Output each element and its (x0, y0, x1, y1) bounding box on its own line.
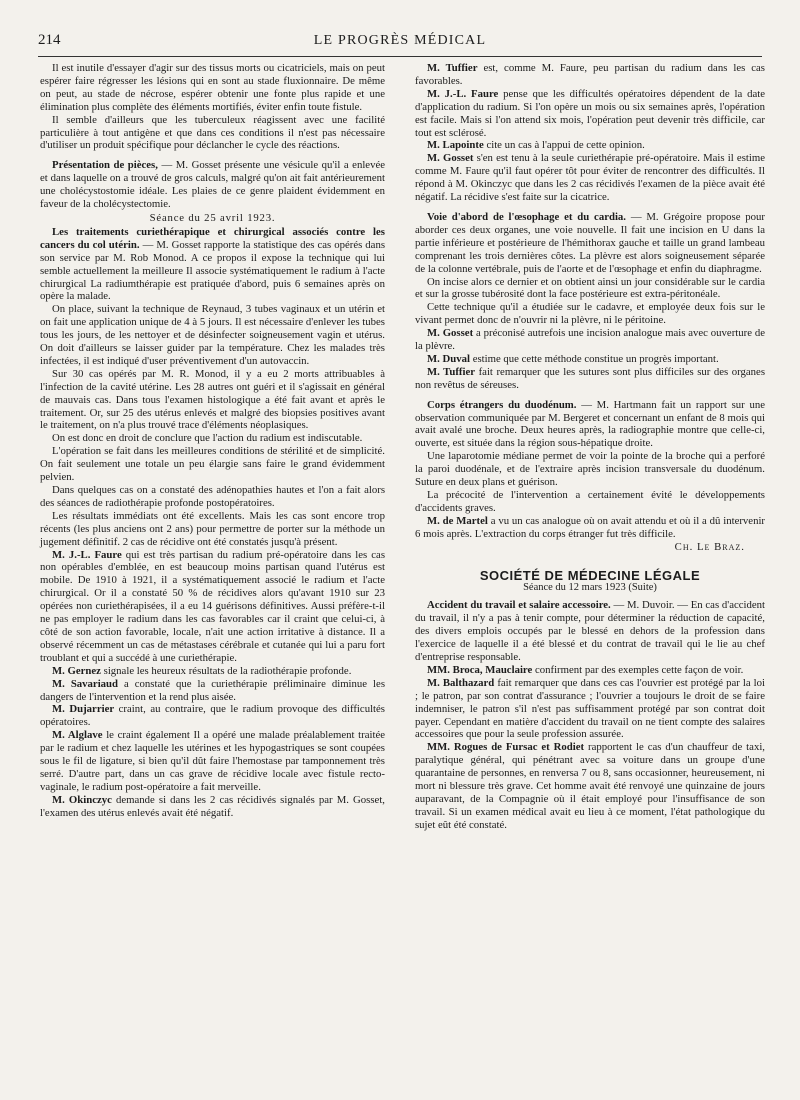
paragraph (415, 741, 765, 831)
section-heading: Présentation de pièces, (52, 159, 158, 172)
speaker-name: M. Lapointe (427, 139, 484, 152)
paragraph (415, 677, 765, 742)
paragraph (415, 139, 765, 152)
paragraph: L'opération se fait dans les meilleures conditions de stérilité et de simplicité. On fait seulement une totale un peu élargie sans faire le grand évidemment pelvien. (40, 445, 385, 484)
speaker-name: M. J.-L. Faure (52, 548, 122, 561)
author-signature: Ch. Le Braz. (674, 540, 745, 553)
speaker-name: M. Duval (427, 352, 470, 365)
header-rule (38, 56, 762, 57)
session-date: Séance du 25 avril 1923. (149, 211, 276, 224)
paragraph-text: a constaté que la curiethérapie préliminaire diminue les dangers de l'intervention et la rend plus aisée. (40, 677, 385, 703)
section-heading: Les traitements curiethérapique et chirurgical associés contre les cancers du col utérin. (40, 225, 385, 251)
right-column (415, 62, 765, 832)
paragraph (415, 327, 765, 353)
paragraph-text: fait remarquer que les sutures sont plus difficiles sur des organes non revêtus de séreuses. (415, 365, 766, 391)
paragraph (40, 159, 385, 211)
paragraph-text: — M. Gosset rapporte la statistique des cas opérés dans son service par M. Rob Monod. A ce propos il expose la technique qui lui semble actuellement la meilleure Il associe systématiquement le radium à l'acte chirurgical La radiumthérapie est pratiquée d'abord, puis 6 semaines après on opère la malade. (40, 238, 386, 303)
paragraph-text: pense que les difficultés opératoires dépendent de la date d'application du radium. Si l'on opère un mois ou six semaines après, l'opération est facile. Mais si l'on attend six mois, l'opération peut devenir très difficile, car tout est sclérosé. (415, 87, 765, 139)
paragraph (415, 88, 765, 140)
section-heading: Corps étrangers du duodénum. (427, 398, 577, 411)
paragraph-text: craint, au contraire, que le radium provoque des difficultés opératoires. (40, 703, 385, 729)
paragraph (415, 664, 765, 677)
speaker-name: MM. Broca, Mauclaire (427, 663, 533, 676)
paragraph-text: confirment par des exemples cette façon de voir. (534, 663, 744, 676)
paragraph-text: est, comme M. Faure, peu partisan du radium dans les cas favorables. (415, 62, 765, 87)
speaker-name: M. Gernez (52, 664, 101, 677)
running-title: LE PROGRÈS MÉDICAL (313, 33, 487, 48)
speaker-name: M. Tuffier (427, 365, 476, 378)
paragraph (40, 794, 385, 820)
paragraph-text: — M. Grégoire propose pour aborder ces deux organes, une voie nouvelle. Il fait une incision en U dans la partie inférieure et postérieure de l'hémithorax gauche et taille un grand lambeau comprenant les trois dernières côtes. La plèvre est alors soigneusement séparée de la colonne vertébrale, puis de l'aorte et de l'œsophage et enfin du diaphragme. (415, 210, 765, 275)
paragraph (40, 678, 385, 704)
paragraph: La précocité de l'intervention a certainement évité le développements d'accidents graves. (415, 489, 765, 514)
section-heading: Accident du travail et salaire accessoire. (427, 599, 611, 612)
paragraph-text: rapportent le cas d'un chauffeur de taxi, paralytique général, qui pénétrant avec sa voiture dans un groupe d'une quarantaine de personnes, en renversa 7 ou 8, sans occasionner, heureusement, ni mort ni blessure très grave. Cet homme avait été renvoyé une quinzaine de jours auparavant, de la Compagnie où il était employé pour l'insuffisance de son travail. Si un examen médical avait eu lieu à ce moment, l'état pathologique du sujet eût été constaté. (415, 741, 765, 831)
paragraph: Les résultats immédiats ont été excellents. Mais les cas sont encore trop récents (les plus anciens ont 2 ans) pour permettre de porter sur la méthode un jugement définitif. 2 cas de récidive ont été constatés jusqu'à présent. (40, 509, 385, 548)
paragraph-text: estime que cette méthode constitue un progrès important. (472, 352, 719, 365)
paragraph: Sur 30 cas opérés par M. R. Monod, il y a eu 2 morts attribuables à l'infection de la cavité utérine. Les 28 autres ont guéri et il s'agissait en général de mauvais cas. Dans tous l'examen histologique a été fait avant et après le traitement. Or, sur 25 des utérus enlevés et malgré des biopsies positives avant le traitement, on n'a plus trouvé trace d'éléments néoplasiques. (40, 367, 385, 432)
paragraph: On incise alors ce dernier et on obtient ainsi un jour considérable sur le cardia et sur la grosse tubérosité dont la face postérieure est extra-péritonéale. (415, 275, 765, 301)
speaker-name: M. de Martel (427, 514, 488, 527)
speaker-name: M. Okinczyc (52, 793, 112, 806)
paragraph-text: le craint également Il a opéré une malade préalablement traitée par le radium et chez laquelle les utérines et les hypogastriques se sont coupées sous le fil de ligature, si bien qu'il dût faire l'hemostase par tamponnement très serré. D'autre part, dans un cas grave de récidive locale avec fistule recto-vaginale, le radium post-opératoire a fait merveille. (40, 729, 385, 793)
paragraph: Il semble d'ailleurs que les tuberculeux réagissent avec une facilité particulière à tout antigène et que dans ces conditions il n'est pas nécessaire d'utiliser un produit spécifique pour déclancher le cycle des réactions. (40, 113, 385, 152)
paragraph (415, 353, 765, 366)
section-heading: Voie d'abord de l'œsophage et du cardia. (427, 210, 626, 223)
paragraph: Il est inutile d'essayer d'agir sur des tissus morts ou cicatriciels, mais on peut espérer faire régresser les lésions qui en sont au stade fluxionnaire. De même on peut, au stade de nécrose, espérer obtenir une fonte plus rapide et une élimination plus complète des éléments mortifiés, éviter enfin toute fistule. (40, 62, 385, 113)
society-session: Séance du 12 mars 1923 (Suite) (523, 582, 657, 594)
speaker-name: M. Dujarrier (52, 703, 115, 716)
paragraph: On place, suivant la technique de Reynaud, 3 tubes vaginaux et un utérin et on fait une application unique de 4 à 5 jours. Il est nécessaire d'enlever les tubes tous les jours, de les nettoyer et de désinfecter soigneusement vagin et utérus. On doit d'ailleurs se laisser guider par la température. Chez les malades très infectées, il est indiqué d'user préventivement d'un autovaccin. (40, 303, 385, 367)
speaker-name: MM. Rogues de Fursac et Rodiet (427, 741, 585, 754)
paragraph (40, 729, 385, 794)
paragraph-text: cite un cas à l'appui de cette opinion. (486, 139, 645, 152)
paragraph-text: signale les heureux résultats de la radiothérapie profonde. (103, 664, 352, 677)
paragraph-text: a vu un cas analogue où on avait attendu et où il a dû intervenir 6 mois après. L'extraction du corps étranger fut très difficile. (415, 514, 766, 540)
paragraph: Dans quelques cas on a constaté des adénopathies hautes et l'on a fait alors des séances de radiothérapie profonde postopératoires. (40, 484, 385, 509)
paragraph-text: — M. Duvoir. — En cas d'accident du travail, il n'y a pas à tenir compte, pour déterminer la réduction de capacité, des divers emplois occupés par le blessé en dehors de la profession dans l'exercice de laquelle il a été blessé et du contrat de travail qui le lie au chef d'entreprise responsable. (415, 599, 765, 663)
paragraph (40, 703, 385, 729)
speaker-name: M. Gosset (427, 327, 474, 340)
paragraph (415, 599, 765, 664)
society-title: SOCIÉTÉ DE MÉDECINE LÉGALE (479, 567, 701, 583)
paragraph (40, 665, 385, 678)
speaker-name: M. Tuffier (427, 62, 478, 74)
paragraph (415, 62, 765, 88)
paragraph (415, 515, 765, 541)
paragraph-text: s'en est tenu à la seule curiethérapie pré-opératoire. Mais il estime comme M. Faure qu'il faut opérer tôt pour éviter de rencontrer des difficultés. Il répond à M. Okinczyc que dans les 2 cas récidivés l'examen de la pièce avait été négatif. La récidive s'est faite sur la cicatrice. (415, 152, 765, 204)
paragraph-text: — M. Hartmann fait un rapport sur une observation communiquée par M. Bergeret et concernant un enfant de 8 mois qui avait avalé une broche. Deux heures après, la radiographie montre que celle-ci, ouverte, est située dans la région sous-hépatique droite. (415, 398, 765, 450)
speaker-name: M. Savariaud (52, 677, 119, 690)
paragraph (415, 366, 765, 392)
page-number: 214 (38, 32, 61, 48)
paragraph-text: demande si dans les 2 cas récidivés signalés par M. Gosset, l'examen des utérus enlevés avait été négatif. (40, 793, 385, 819)
paragraph: Une laparotomie médiane permet de voir la pointe de la broche qui a perforé la paroi duodénale, et de l'extraire après incision transversale du duodénum. Suture en deux plans et guérison. (415, 450, 765, 489)
paragraph: Cette technique qu'il a étudiée sur le cadavre, et employée deux fois sur le vivant permet donc de n'ouvrir ni la plèvre, ni le péritoine. (415, 301, 765, 327)
page-header (38, 32, 762, 52)
left-column (40, 62, 385, 820)
paragraph (415, 399, 765, 451)
paragraph (415, 211, 765, 276)
paragraph-text: fait remarquer que dans ces cas l'ouvrier est protégé par la loi ; le patron, par son contrat d'assurance ; l'ouvrier a toujours le droit de se faire indemniser, le patron s'il n'est pas suffisamment protégé par son contrat doit payer. Cependant en matière d'accident du travail on ne tient compte des salaires accessoires que pour la seule profession assurée. (415, 676, 765, 741)
speaker-name: M. J.-L. Faure (427, 87, 499, 100)
paragraph: On est donc en droit de conclure que l'action du radium est indiscutable. (52, 432, 363, 445)
speaker-name: M. Alglave (52, 729, 103, 742)
paragraph (40, 226, 385, 303)
speaker-name: M. Balthazard (427, 676, 495, 689)
paragraph-text: a préconisé autrefois une incision analogue mais avec ouverture de la plèvre. (415, 327, 765, 353)
paragraph-text: — M. Gosset présente une vésicule qu'il a enlevée et dans laquelle on a trouvé de gros calculs, malgré qu'on ait fait antérieurement une cholécystostomie idéale. Les plaies de ce genre plaident évidemment en faveur de la cholécystectomie. (40, 159, 386, 211)
paragraph-text: qui est très partisan du radium pré-opératoire dans les cas non opérables d'emblée, en est beaucoup moins partisan quand l'utérus est mobile. De 1910 à 1921, il a systématiquement associé le radium et l'acte chirurgical. Or il a constaté 50 % de récidives alors qu'avant 1910 sur 23 opérées non curiethérapisées, il a eu 14 guérisons définitives. Aussi préfère-t-il ne pas employer le radium dans les cas favorables car il craint que celui-ci, à côté de son action favorable, locale, n'ait une action irritative à distance. Il a observé récemment un cas de métastases cérébrale et cutanée qui lui a paru fort troublant et qui a succédé à une curiethérapie. (40, 548, 386, 664)
speaker-name: M. Gosset (427, 152, 474, 165)
paragraph (40, 549, 385, 665)
paragraph (415, 152, 765, 204)
